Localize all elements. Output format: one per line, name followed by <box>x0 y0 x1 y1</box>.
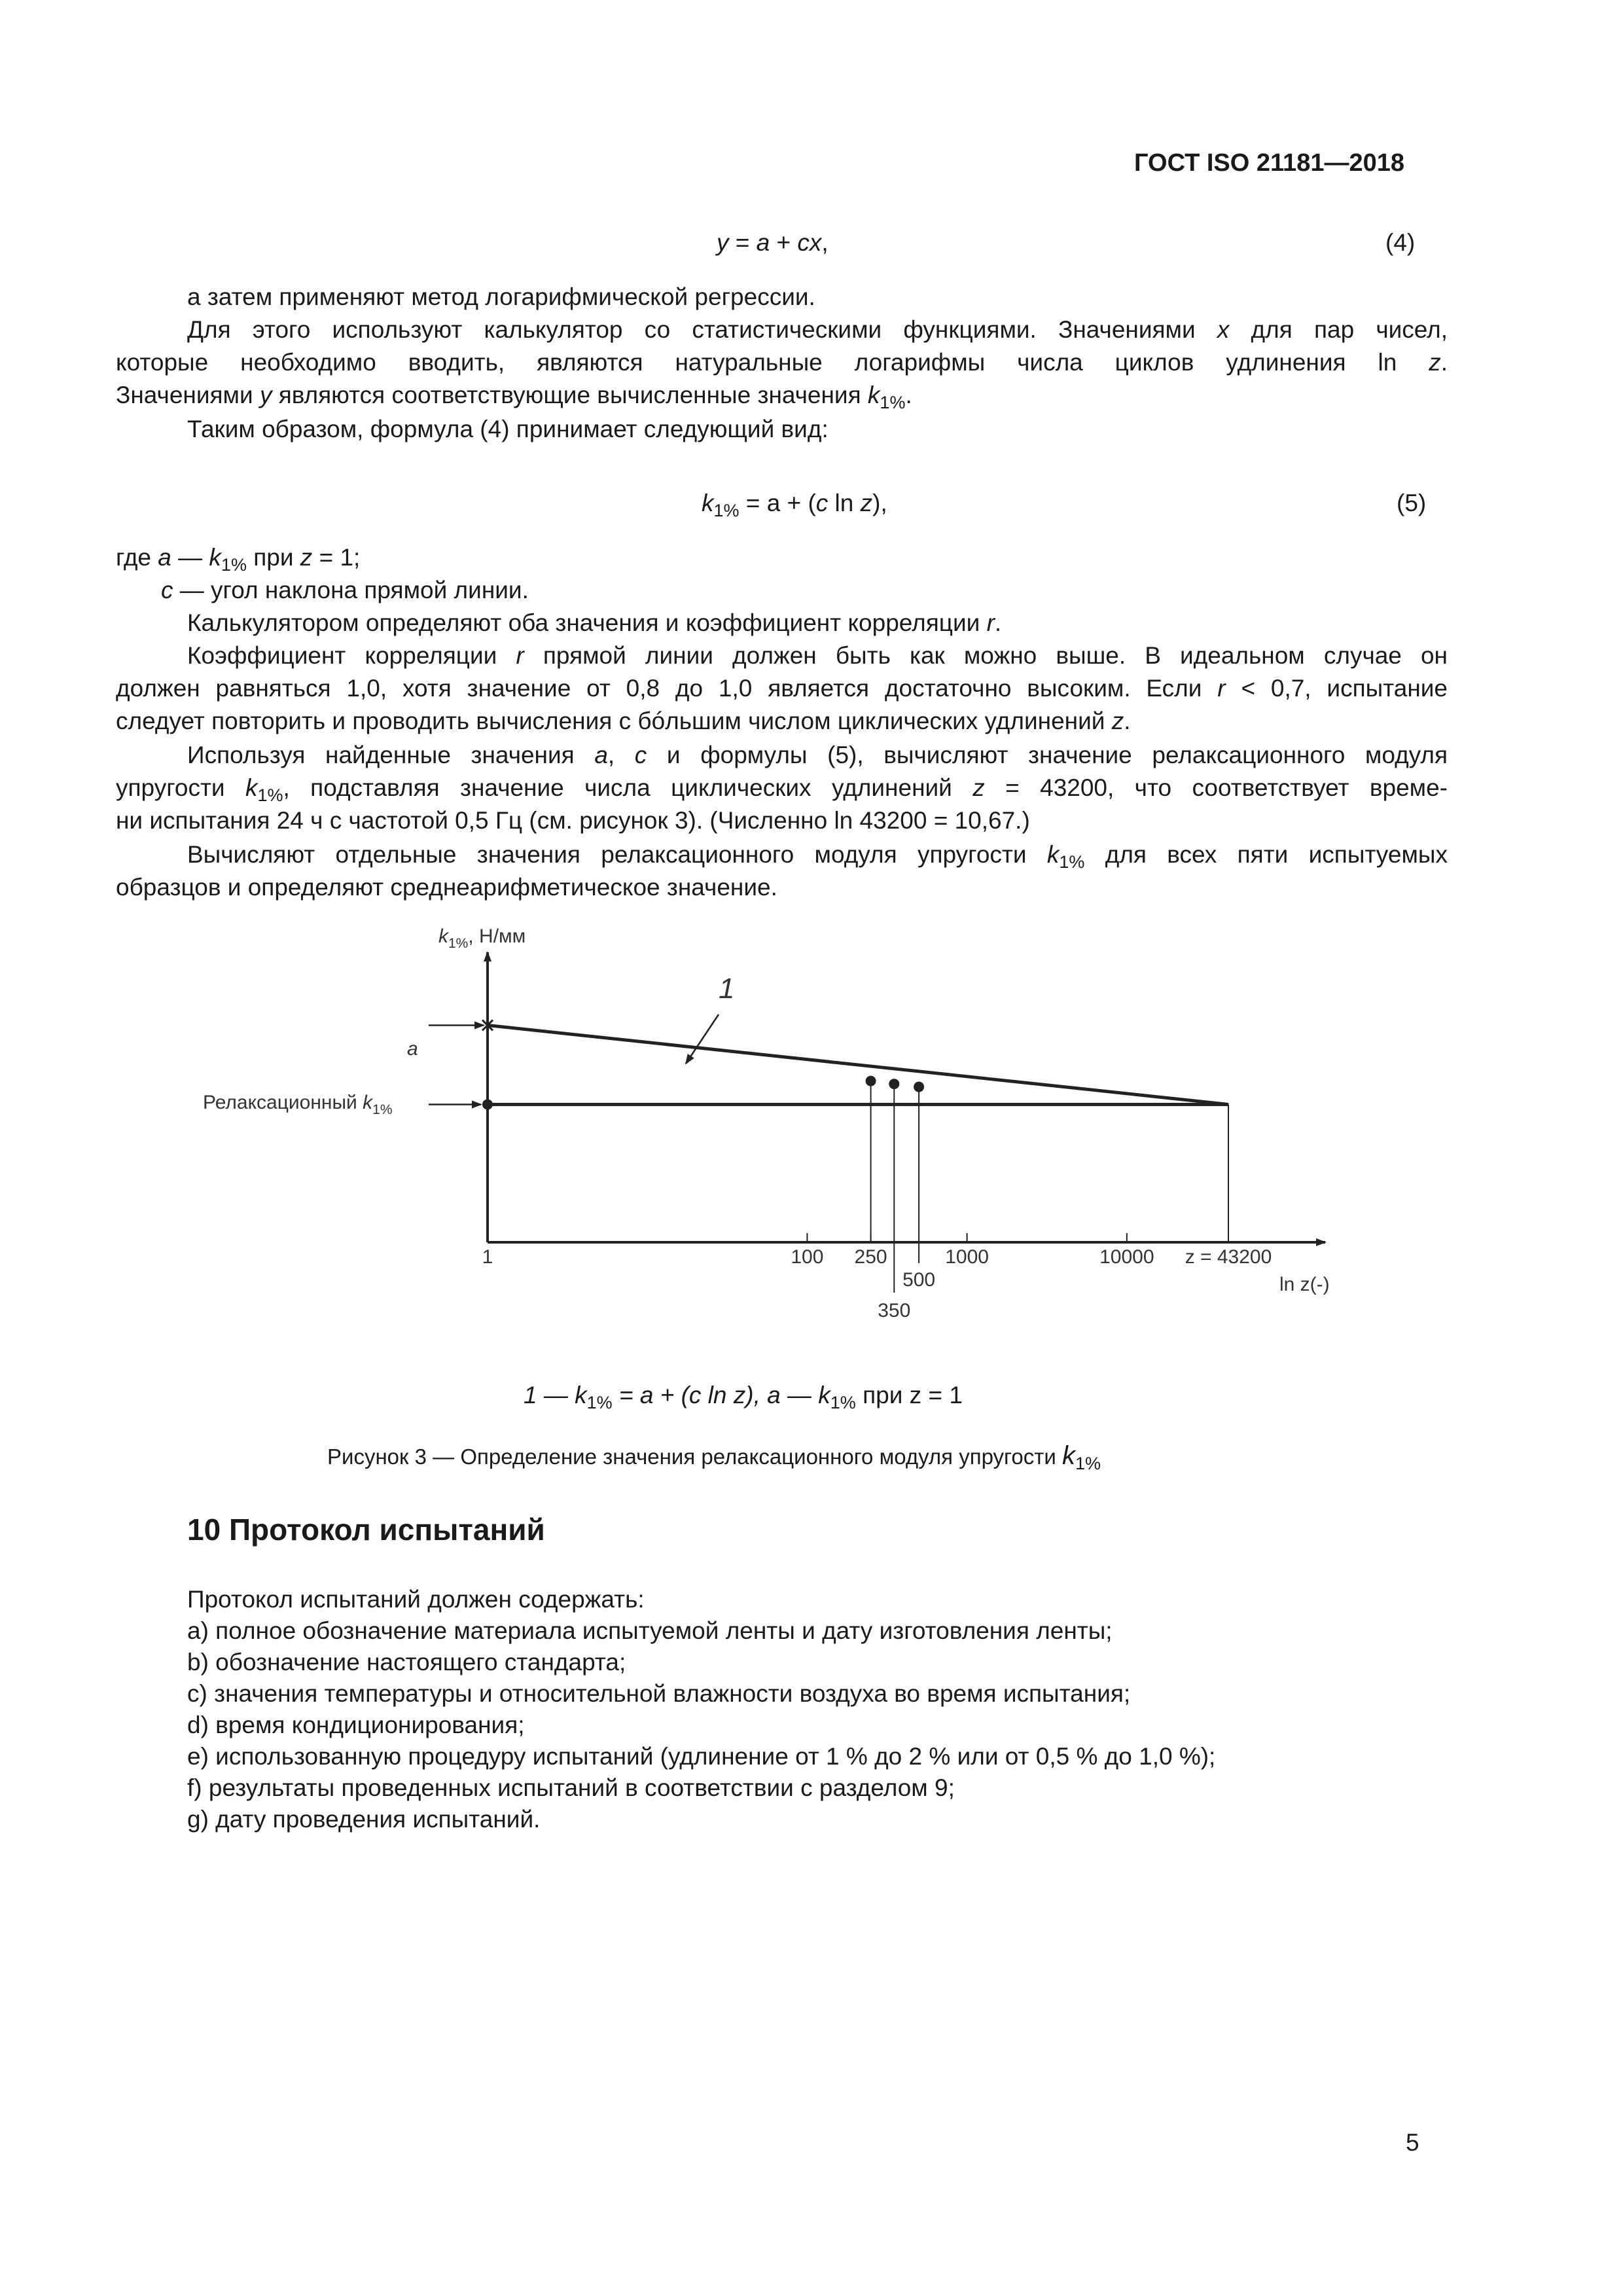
section-10-intro: Протокол испытаний должен содержать: <box>187 1586 645 1613</box>
paragraph-correlation-line1: Коэффициент корреляции r прямой линии должен быть как можно выше. В идеальном случае он <box>187 642 1448 669</box>
protocol-item-g: g) дату проведения испытаний. <box>187 1806 541 1833</box>
x-tick-label-43200: z = 43200 <box>1185 1246 1272 1268</box>
measured-point-250 <box>866 1076 876 1086</box>
measured-point-500 <box>914 1082 924 1092</box>
formula-4: y = a + cx, <box>717 229 829 256</box>
relaxation-label: Релаксационный $k_{1\%}$ <box>203 1092 393 1117</box>
paragraph-correlation-line3: следует повторить и проводить вычисления с бóльшим числом циклических удлинений z. <box>116 708 1131 734</box>
protocol-item-c: c) значения температуры и относительной влажности воздуха во время испытания; <box>187 1680 1131 1707</box>
relaxation-axis-marker <box>482 1099 493 1109</box>
protocol-item-a: a) полное обозначение материала испытуемой ленты и дату изготовления ленты; <box>187 1617 1113 1644</box>
where-c: c — угол наклона прямой линии. <box>161 577 529 603</box>
paragraph-relaxation-line1: Используя найденные значения a, c и формулы (5), вычисляют значение релаксационного модуля <box>187 742 1448 768</box>
a-label: a <box>407 1038 418 1060</box>
curve-label-arrow <box>686 1014 719 1064</box>
measured-point-350 <box>889 1079 899 1089</box>
document-header: ГОСТ ISO 21181—2018 <box>1134 149 1404 177</box>
paragraph-formula-intro: Таким образом, формула (4) принимает следующий вид: <box>187 416 829 442</box>
x-axis-label: ln z(-) <box>1279 1274 1330 1295</box>
x-tick-label-10000: 10000 <box>1099 1246 1154 1268</box>
formula-5-number: (5) <box>1397 490 1427 516</box>
figure-legend: 1 — $k_{1\%} = a + (c$ ln z), a — $k_{1\%}$ при z = 1 <box>524 1382 963 1412</box>
protocol-item-b: b) обозначение настоящего стандарта; <box>187 1649 626 1676</box>
x-tick-label-250: 250 <box>854 1246 887 1268</box>
page-number: 5 <box>1406 2129 1419 2156</box>
formula-4-number: (4) <box>1385 229 1416 256</box>
paragraph-average-line1: Вычисляют отдельные значения релаксационного модуля упругости $k_{1\%}$ для всех пяти испытуемых <box>187 841 1448 872</box>
y-axis-label: $k_{1\%}$, Н/мм <box>438 925 526 951</box>
paragraph-relaxation-line2: упругости $k_{1\%}$, подставляя значение числа циклических удлинений z = 43200, что соответствует време- <box>116 774 1448 805</box>
x-tick-label-1: 1 <box>482 1246 493 1268</box>
x-axis-ticks <box>482 1233 1272 1321</box>
regression-line <box>488 1025 1228 1104</box>
x-tick-label-100: 100 <box>791 1246 824 1268</box>
where-a: где a — $k_{1\%}$ при z = 1; <box>116 544 361 575</box>
paragraph-correlation-line2: должен равняться 1,0, хотя значение от 0,8 до 1,0 является достаточно высоким. Если r < 0,7, испытание <box>116 675 1448 702</box>
figure-caption: Рисунок 3 — Определение значения релаксационного модуля упругости $k_{1\%}$ <box>327 1441 1101 1473</box>
paragraph-calculator-line1: Для этого используют калькулятор со статистическими функциями. Значениями x для пар чисел, <box>187 316 1448 343</box>
paragraph-correlation: Калькулятором определяют оба значения и коэффициент корреляции r. <box>187 609 1002 636</box>
paragraph-calculator-line2: которые необходимо вводить, являются натуральные логарифмы числа циклов удлинения ln z. <box>116 349 1448 376</box>
paragraph-average-line2: образцов и определяют среднеарифметическое значение. <box>116 874 777 901</box>
x-tick-label-1000: 1000 <box>945 1246 989 1268</box>
section-10-title: 10 Протокол испытаний <box>187 1513 545 1547</box>
x-tick-label-350: 350 <box>878 1300 911 1321</box>
protocol-item-e: e) использованную процедуру испытаний (удлинение от 1 % до 2 % или от 0,5 % до 1,0 %); <box>187 1743 1216 1770</box>
paragraph-relaxation-line3: ни испытания 24 ч с частотой 0,5 Гц (см. рисунок 3). (Численно ln 43200 = 10,67.) <box>116 807 1030 834</box>
protocol-item-f: f) результаты проведенных испытаний в соответствии с разделом 9; <box>187 1774 955 1801</box>
measured-points <box>866 1076 925 1092</box>
protocol-item-d: d) время кондиционирования; <box>187 1712 525 1738</box>
paragraph-regression: а затем применяют метод логарифмической регрессии. <box>187 283 815 310</box>
paragraph-calculator-line3: Значениями y являются соответствующие вычисленные значения $k_{1\%}$. <box>116 382 912 412</box>
x-tick-label-500: 500 <box>902 1269 936 1291</box>
formula-5: $k_{1\%} = a + (c$ ln z), <box>702 490 887 520</box>
curve-number-label: 1 <box>719 973 735 1005</box>
